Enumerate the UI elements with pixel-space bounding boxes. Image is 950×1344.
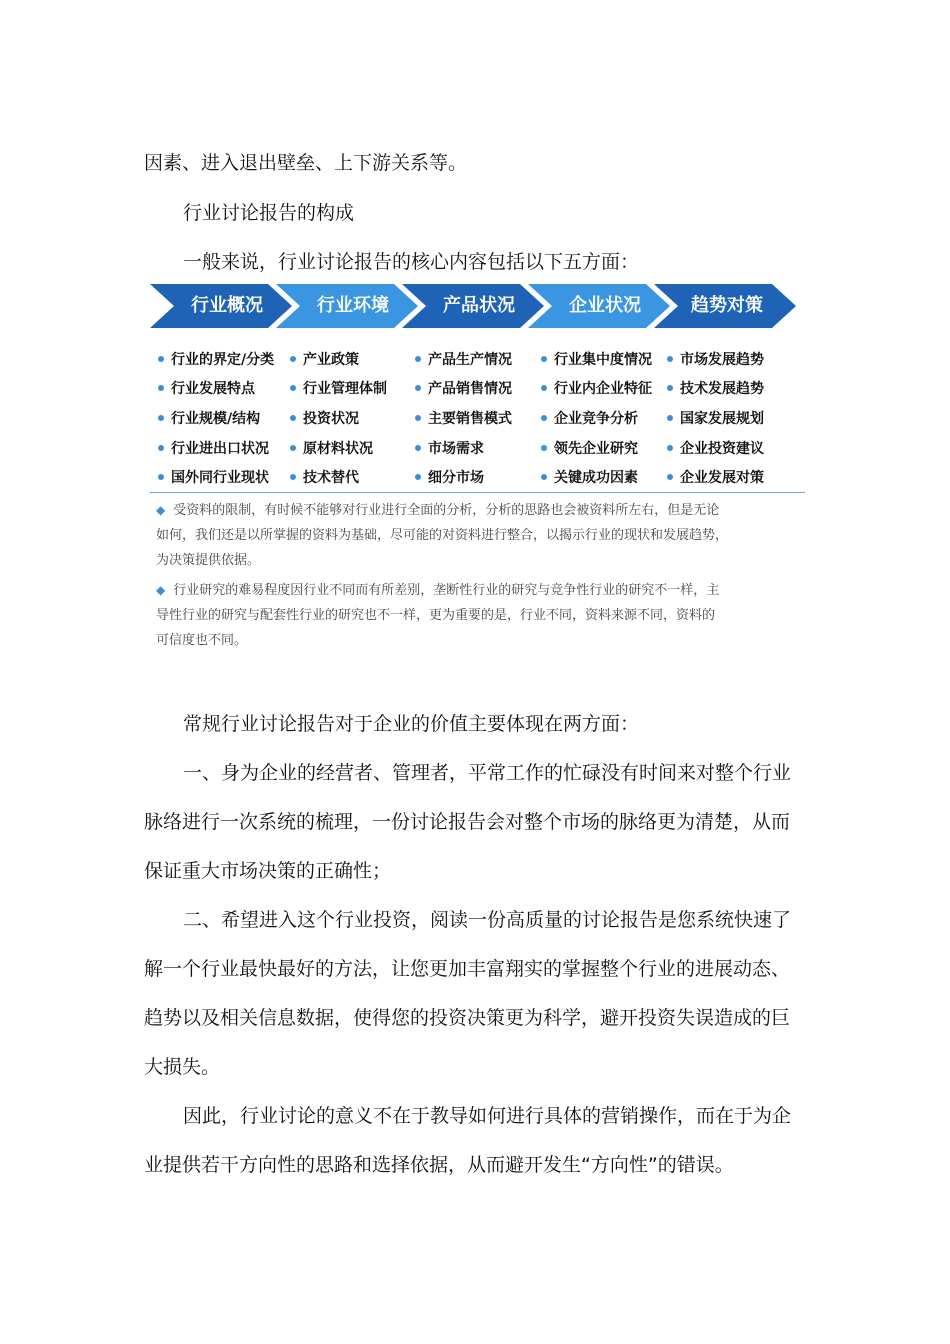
list-item: 行业发展特点: [158, 374, 288, 404]
list-item: 国家发展规划: [667, 403, 797, 433]
list-item: 国外同行业现状: [158, 462, 288, 492]
list-item: 产品销售情况: [415, 374, 545, 404]
list-item: 产品生产情况: [415, 344, 545, 374]
bullet-icon: [415, 356, 421, 362]
bullet-icon: [541, 474, 547, 480]
list-item: 关键成功因素: [541, 462, 671, 492]
paragraph-1-line-3: 保证重大市场决策的正确性；: [144, 860, 392, 882]
bullet-icon: [667, 415, 673, 421]
bullet-icon: [290, 474, 296, 480]
paragraph-2-line-1: 二、希望进入这个行业投资，阅读一份高质量的讨论报告是您系统快速了: [183, 909, 792, 931]
category-title-1: 行业概况: [191, 295, 263, 316]
category-title-4: 企业状况: [569, 295, 641, 316]
bullet-icon: [158, 356, 164, 362]
conclusion-line-1: 因此，行业讨论的意义不在于教导如何进行具体的营销操作，而在于为企: [183, 1105, 792, 1127]
list-item: 行业集中度情况: [541, 344, 671, 374]
bullet-icon: [290, 415, 296, 421]
bullet-icon: [541, 356, 547, 362]
intro-paragraph: 一般来说，行业讨论报告的核心内容包括以下五方面：: [183, 251, 640, 273]
section-heading: 行业讨论报告的构成: [183, 202, 355, 224]
bullet-icon: [415, 445, 421, 451]
diamond-icon: ◆: [156, 503, 166, 517]
paragraph-1-line-1: 一、身为企业的经营者、管理者，平常工作的忙碌没有时间来对整个行业: [183, 762, 792, 784]
category-title-3: 产品状况: [443, 295, 515, 316]
bullet-icon: [158, 415, 164, 421]
list-item: 领先企业研究: [541, 433, 671, 463]
bullet-icon: [158, 385, 164, 391]
paragraph-1-line-2: 脉络进行一次系统的梳理，一份讨论报告会对整个市场的脉络更为清楚，从而: [144, 811, 791, 833]
list-item: 主要销售模式: [415, 403, 545, 433]
bullet-icon: [667, 474, 673, 480]
bullet-icon: [290, 385, 296, 391]
diamond-icon: ◆: [156, 583, 166, 597]
list-item: 细分市场: [415, 462, 545, 492]
paragraph-2-line-3: 趋势以及相关信息数据，使得您的投资决策更为科学，避开投资失误造成的巨: [144, 1007, 791, 1029]
category-column-3: [415, 344, 545, 492]
divider: [150, 492, 805, 493]
bullet-icon: [415, 415, 421, 421]
bullet-icon: [541, 385, 547, 391]
bullet-icon: [667, 445, 673, 451]
paragraph-2-line-2: 解一个行业最快最好的方法，让您更加丰富翔实的掌握整个行业的进展动态、: [144, 958, 791, 980]
list-item: 行业规模/结构: [158, 403, 288, 433]
bullet-icon: [667, 356, 673, 362]
list-item: 行业内企业特征: [541, 374, 671, 404]
list-item: 市场发展趋势: [667, 344, 797, 374]
note-1: ◆ 受资料的限制，有时候不能够对行业进行全面的分析，分析的思路也会被资料所左右，但是无论 如何，我们还是以所掌握的资料为基础，尽可能的对资料进行整合，以揭示行业的现状和发展趋势， 为决策提供依据。: [156, 503, 729, 568]
value-intro-paragraph: 常规行业讨论报告对于企业的价值主要体现在两方面：: [183, 713, 640, 735]
bullet-icon: [290, 445, 296, 451]
list-item: 技术替代: [290, 462, 420, 492]
note-2: ◆ 行业研究的难易程度因行业不同而有所差别，垄断性行业的研究与竞争性行业的研究不一样，主 导性行业的研究与配套性行业的研究也不一样，更为重要的是，行业不同，资料来源不同，资料的 可信度也不同。: [156, 583, 720, 648]
conclusion-line-2: 业提供若干方向性的思路和选择依据，从而避开发生“方向性”的错误。: [144, 1154, 734, 1176]
list-item: 产业政策: [290, 344, 420, 374]
bullet-icon: [158, 445, 164, 451]
list-item: 行业管理体制: [290, 374, 420, 404]
bullet-icon: [415, 385, 421, 391]
list-item: 技术发展趋势: [667, 374, 797, 404]
list-item: 企业发展对策: [667, 462, 797, 492]
paragraph-2-line-4: 大损失。: [144, 1056, 221, 1078]
bullet-icon: [667, 385, 673, 391]
bullet-icon: [290, 356, 296, 362]
category-column-2: [290, 344, 420, 492]
list-item: 企业竞争分析: [541, 403, 671, 433]
bullet-icon: [158, 474, 164, 480]
list-item: 市场需求: [415, 433, 545, 463]
list-item: 企业投资建议: [667, 433, 797, 463]
list-item: 投资状况: [290, 403, 420, 433]
bullet-icon: [541, 445, 547, 451]
list-item: 原材料状况: [290, 433, 420, 463]
paragraph-continued: 因素、进入退出壁垒、上下游关系等。: [144, 152, 468, 174]
category-title-2: 行业环境: [317, 295, 389, 316]
category-column-1: [158, 344, 288, 492]
list-item: 行业的界定/分类: [158, 344, 288, 374]
category-column-5: [667, 344, 797, 492]
category-title-5: 趋势对策: [691, 295, 763, 316]
report-structure-figure: [150, 284, 808, 664]
list-item: 行业进出口状况: [158, 433, 288, 463]
bullet-icon: [541, 415, 547, 421]
category-column-4: [541, 344, 671, 492]
bullet-icon: [415, 474, 421, 480]
